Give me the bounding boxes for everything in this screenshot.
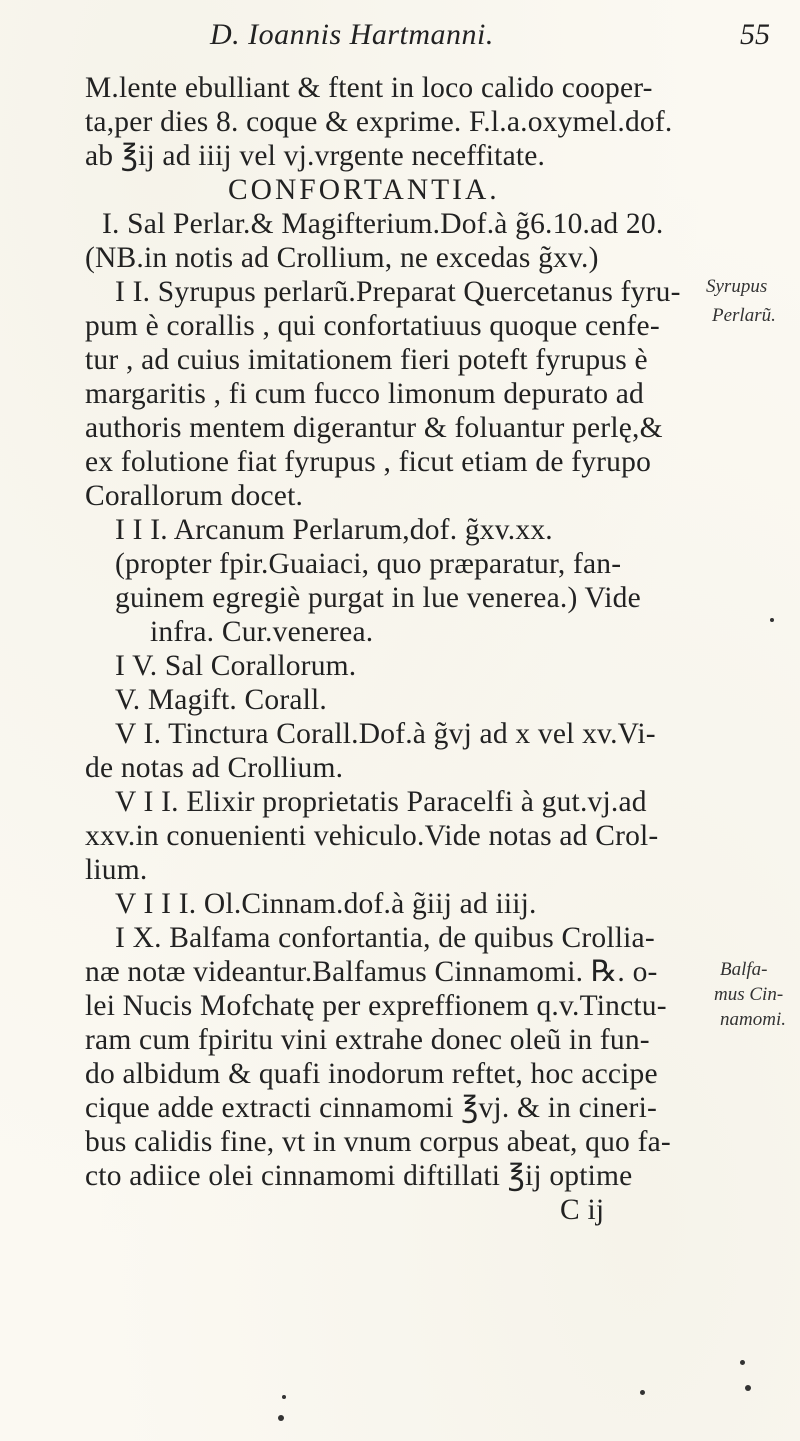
ink-speck [740, 1360, 745, 1365]
margin-note: Perlarũ. [712, 305, 776, 326]
text-line: infra. Cur.venerea. [150, 616, 374, 648]
text-line: ab ℥ij ad iiij vel vj.vrgente neceffitate. [85, 140, 546, 172]
ink-speck [770, 618, 774, 622]
text-line: I V. Sal Corallorum. [115, 650, 357, 682]
text-line: xxv.in conuenienti vehiculo.Vide notas ad Crol- [85, 820, 659, 852]
text-line: lium. [85, 854, 148, 886]
catchword-signature: C ij [560, 1194, 605, 1226]
text-line: V I I I. Ol.Cinnam.dof.à g̃iij ad iiij. [115, 888, 537, 920]
text-line: næ notæ videantur.Balfamus Cinnamomi. ℞. o- [85, 956, 658, 988]
text-line: authoris mentem digerantur & foluantur perlę,& [85, 412, 663, 444]
margin-note: Balfa- [720, 959, 768, 980]
text-line: cto adiice olei cinnamomi diftillati ℥ij optime [85, 1160, 633, 1192]
text-line: cique adde extracti cinnamomi ℥vj. & in cineri- [85, 1092, 657, 1124]
margin-note: mus Cin- [714, 984, 784, 1005]
page-number: 55 [740, 18, 770, 51]
margin-note: namomi. [720, 1009, 786, 1030]
text-line: pum è corallis , qui confortatiuus quoque cenfe- [85, 310, 660, 342]
running-head: D. Ioannis Hartmanni. [210, 18, 494, 51]
text-line: ram cum fpiritu vini extrahe donec oleũ in fun- [85, 1024, 650, 1056]
ink-speck [640, 1390, 645, 1395]
text-line: (propter fpir.Guaiaci, quo præparatur, fan- [115, 548, 622, 580]
text-line: Corallorum docet. [85, 480, 304, 512]
text-line: ta,per dies 8. coque & exprime. F.l.a.oxymel.dof. [85, 106, 673, 138]
text-line: V I I. Elixir proprietatis Paracelfi à gut.vj.ad [115, 786, 647, 818]
text-line: V I. Tinctura Corall.Dof.à g̃vj ad x vel xv.Vi- [115, 718, 656, 750]
page-header [0, 18, 800, 60]
text-line: de notas ad Crollium. [85, 752, 344, 784]
text-line: (NB.in notis ad Crollium, ne excedas g̃xv.) [85, 242, 599, 274]
margin-note: Syrupus [706, 276, 768, 297]
text-line: ex folutione fiat fyrupus , ficut etiam de fyrupo [85, 446, 652, 478]
text-line: guinem egregiè purgat in lue venerea.) Vide [115, 582, 641, 614]
text-line: do albidum & quafi inodorum reftet, hoc accipe [85, 1058, 658, 1090]
text-line: tur , ad cuius imitationem fieri poteft fyrupus è [85, 344, 648, 376]
text-line: margaritis , fi cum fucco limonum depurato ad [85, 378, 644, 410]
text-line: I I. Syrupus perlarũ.Preparat Quercetanus fyru- [115, 276, 681, 308]
text-line: lei Nucis Mofchatę per expreffionem q.v.Tinctu- [85, 990, 667, 1022]
ink-speck [282, 1395, 286, 1399]
text-line: M.lente ebulliant & ftent in loco calido cooper- [85, 72, 653, 104]
section-heading: CONFORTANTIA. [228, 174, 500, 206]
text-line: V. Magift. Corall. [115, 684, 328, 716]
ink-speck [278, 1415, 284, 1421]
text-line: I I I. Arcanum Perlarum,dof. g̃xv.xx. [115, 514, 553, 546]
ink-speck [745, 1385, 751, 1391]
text-line: I X. Balfama confortantia, de quibus Crollia- [115, 922, 655, 954]
text-line: I. Sal Perlar.& Magifterium.Dof.à g̃6.10.ad 20. [102, 208, 664, 240]
text-line: bus calidis fine, vt in vnum corpus abeat, quo fa- [85, 1126, 671, 1158]
